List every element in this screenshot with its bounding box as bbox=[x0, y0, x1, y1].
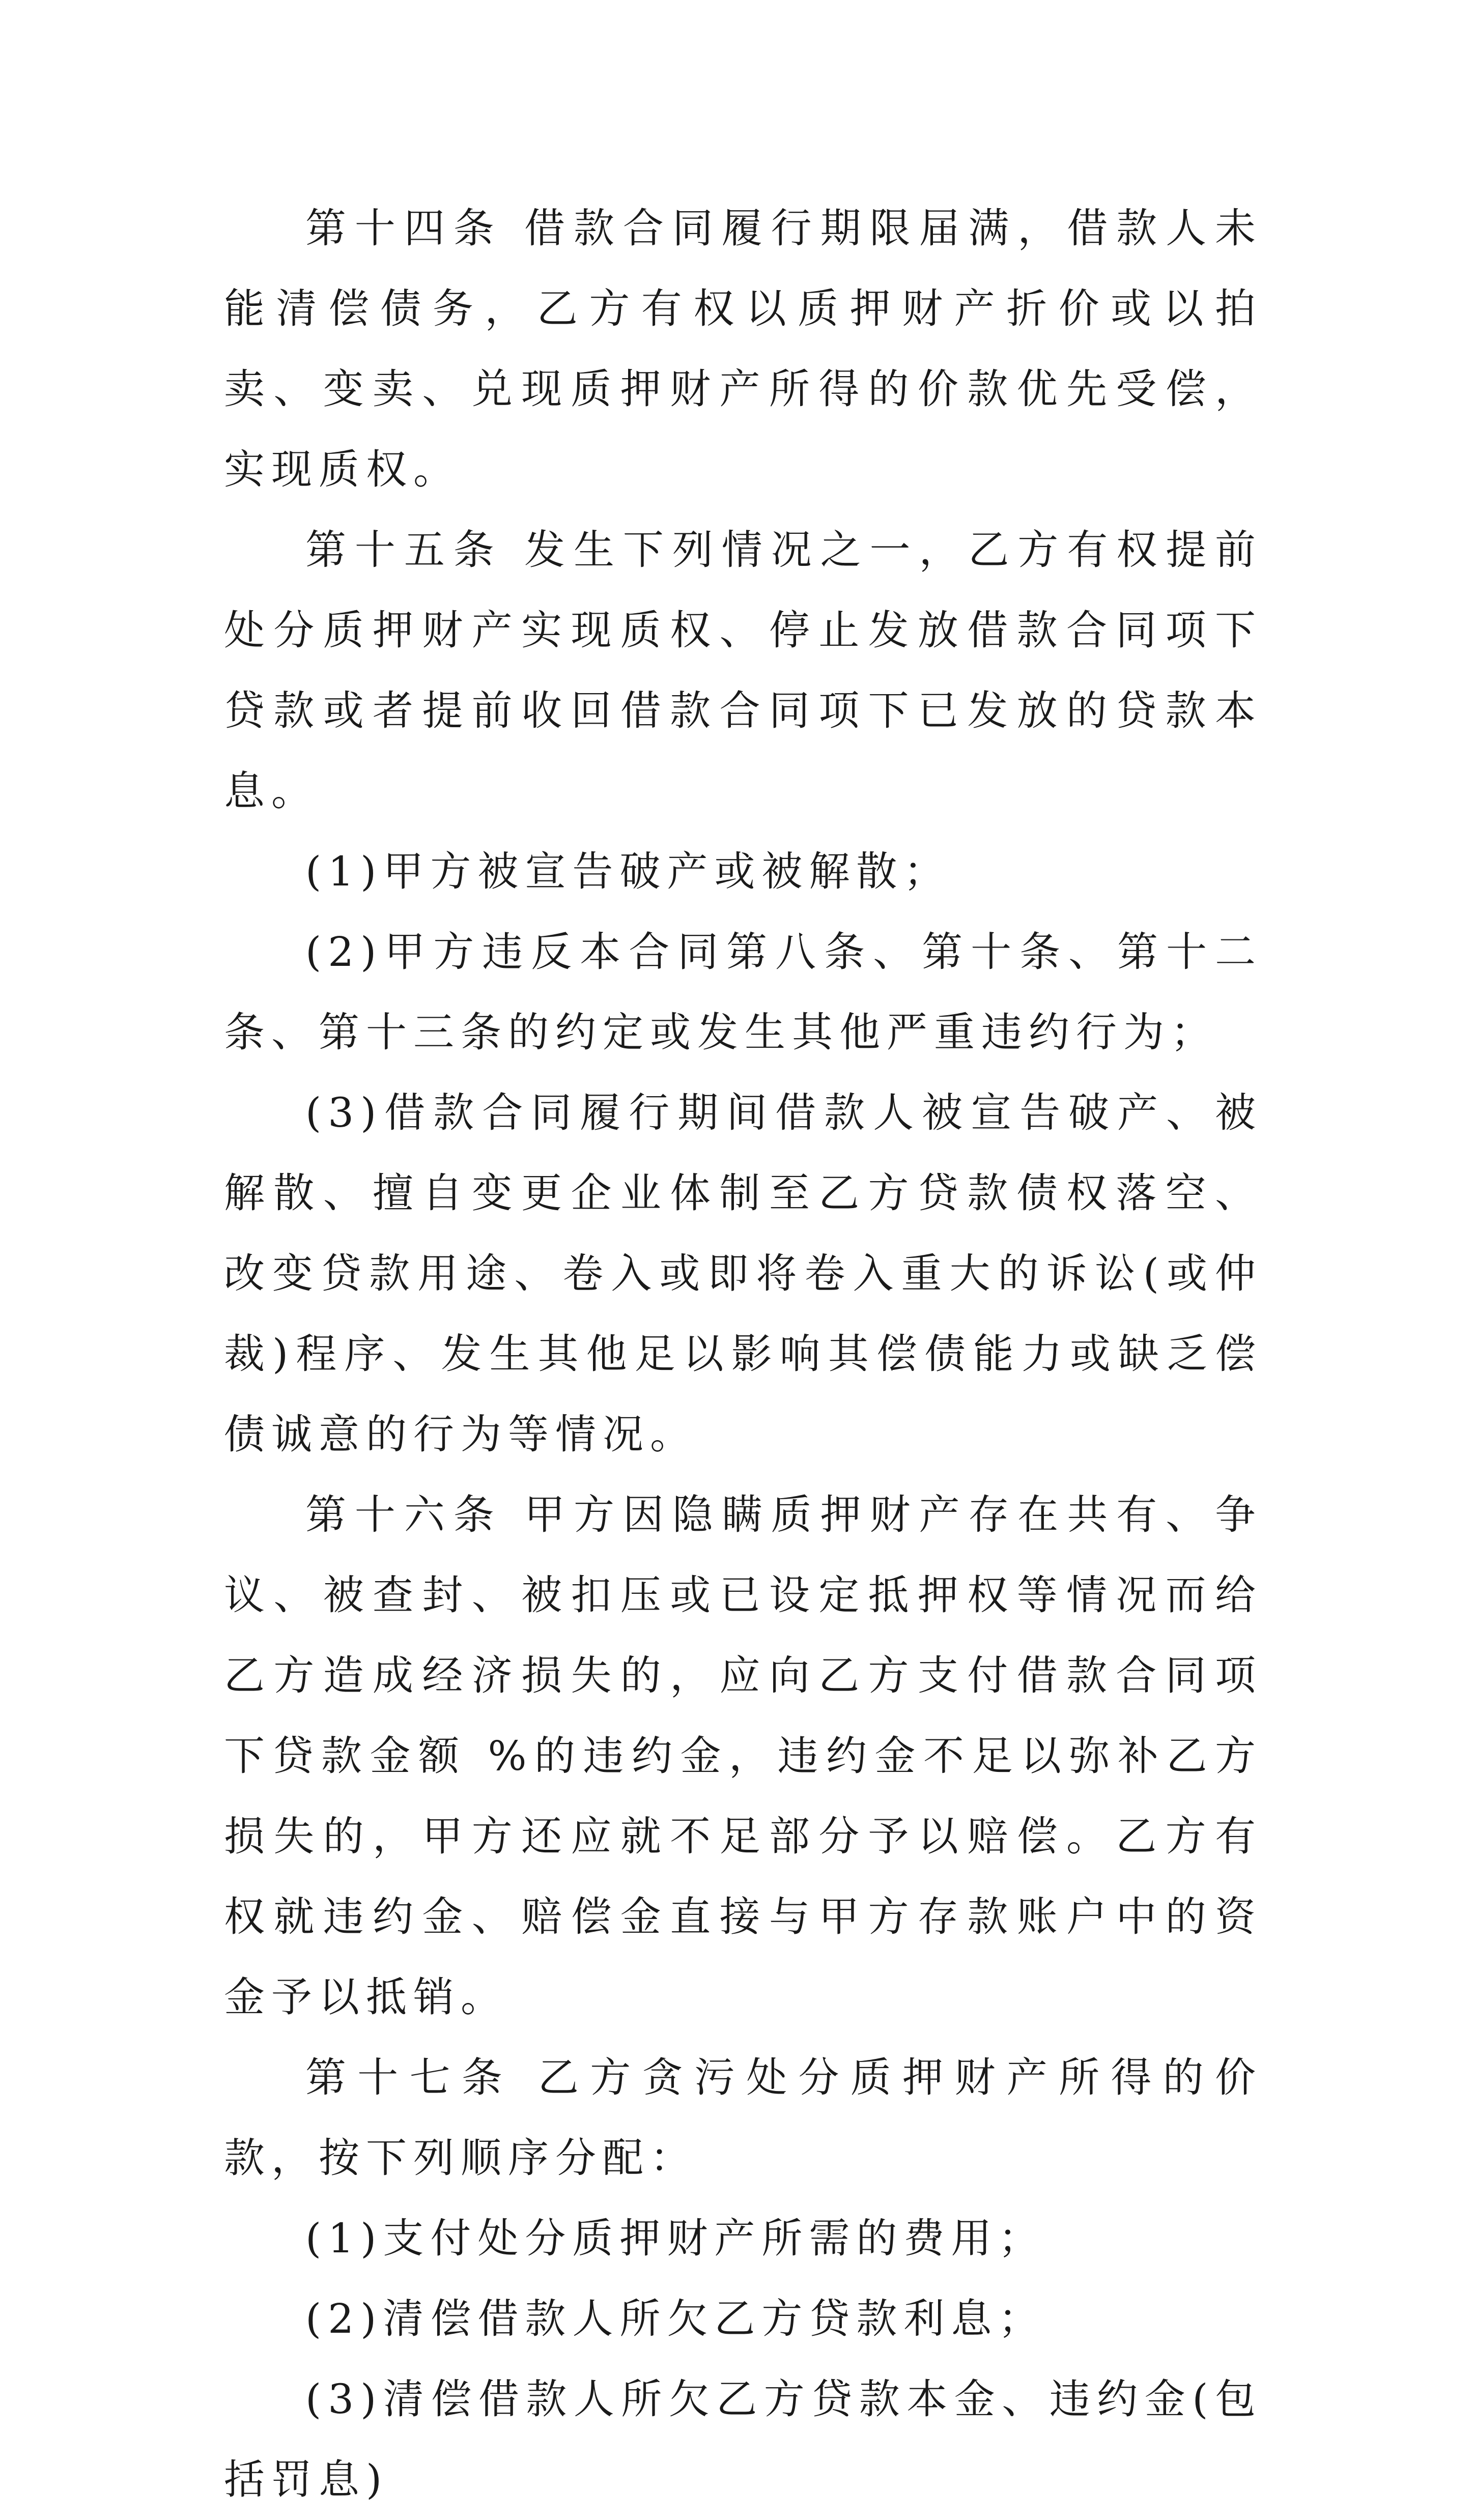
paragraph-article-15: 第十五条 发生下列情况之一，乙方有权提前处分质押财产实现质权、停止发放借款合同项下贷款或者提前收回借款合同项下已发放的贷款本息。 bbox=[224, 526, 1262, 815]
paragraph-order-1: (1)支付处分质押财产所需的费用； bbox=[305, 2215, 1046, 2262]
paragraph-item-2: (2)甲方违反本合同第八条、第十条、第十二条、第十三条的约定或发生其他严重违约行为； bbox=[224, 928, 1262, 1056]
paragraph-order-2: (2)清偿借款人所欠乙方贷款利息； bbox=[305, 2295, 1046, 2342]
paragraph-order-3: (3)清偿借款人所欠乙方贷款本金、违约金(包括罚息) bbox=[224, 2375, 1262, 2503]
paragraph-article-14: 第十四条 借款合同履行期限届满，借款人未能清偿债务，乙方有权以质押财产折价或以拍卖、变卖、兑现质押财产所得的价款优先受偿，实现质权。 bbox=[224, 205, 1262, 493]
paragraph-article-16: 第十六条 甲方因隐瞒质押财产存在共有、争议、被查封、被扣压或已设定抵押权等情况而给乙方造成经济损失的，应向乙方支付借款合同项下贷款金额 %的违约金，违约金不足以弥补乙方损失的，甲方还应就不足部分予以赔偿。乙方有权就违约金、赔偿金直接与甲方存款账户中的资金予以抵销。 bbox=[224, 1491, 1262, 2021]
document-body bbox=[224, 188, 1262, 2520]
paragraph-article-17: 第十七条 乙方贪污处分质押财产所得的价款，按下列顺序分配： bbox=[224, 2054, 1262, 2182]
paragraph-item-1: (1)甲方被宣告破产或被解散； bbox=[305, 848, 951, 895]
paragraph-item-3: (3)借款合同履行期间借款人被宣告破产、被解散、擅自变更企业体制至乙方贷款债权落空、改变贷款用途、卷入或即将卷入重大的诉讼(或仲裁)程序、发生其他足以影响其偿债能力或缺乏偿债诚意的行为等情况。 bbox=[224, 1089, 1262, 1458]
